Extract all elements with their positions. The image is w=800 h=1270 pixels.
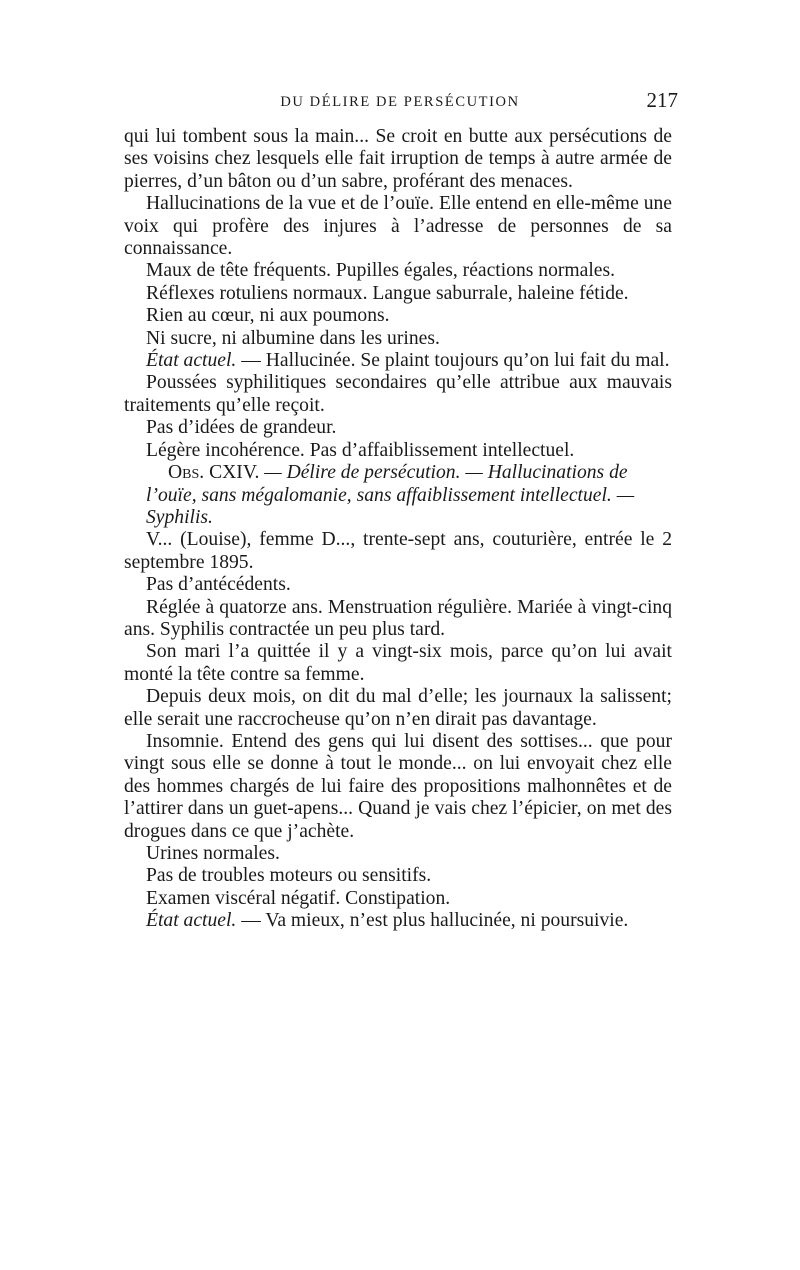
paragraph: Urines normales. (146, 843, 280, 864)
paragraph: Réglée à quatorze ans. Menstruation régulière. Mariée à vingt-cinq ans. Syphilis contractée un peu plus tard. (124, 596, 672, 640)
paragraph: Pas d’idées de grandeur. (146, 417, 337, 439)
body-text (124, 126, 672, 933)
observation-heading (124, 462, 672, 529)
paragraph: qui lui tombent sous la main... Se croit en butte aux persécutions de ses voisins chez lesquels elle fait irruption de temps à autre armée de pierres, d’un bâton ou d’un sabre, proférant des menaces. (124, 126, 672, 192)
page-number: 217 (646, 88, 678, 112)
observation-number: Obs. CXIV. (168, 462, 260, 484)
paragraph: Hallucinations de la vue et de l’ouïe. Elle entend en elle-même une voix qui profère des injures à l’adresse de personnes de sa connaissance. (124, 193, 672, 260)
page-header (122, 88, 678, 118)
paragraph: Pas d’antécédents. (146, 574, 291, 596)
paragraph: Pas de troubles moteurs ou sensitifs. (146, 865, 432, 887)
paragraph: Depuis deux mois, on dit du mal d’elle; les journaux la salissent; elle serait une raccrocheuse qu’on n’en dirait pas davantage. (124, 686, 672, 730)
etat-actuel-text: — Va mieux, n’est plus hallucinée, ni poursuivie. (236, 910, 629, 932)
paragraph: Insomnie. Entend des gens qui lui disent des sottises... que pour vingt sous elle se donne à tout le monde... on lui envoyait chez elle des hommes chargés de lui faire des propositions malhonnêtes et de l’attirer dans un guet-apens... Quand je vais chez l’épicier, on met des drogues dans ce que j’achète. (124, 730, 672, 842)
paragraph: V... (Louise), femme D..., trente-sept ans, couturière, entrée le 2 septembre 1895. (124, 529, 672, 573)
observation-title: — Délire de persécution. — Hallucinations de l’ouïe, sans mégalomanie, sans affaiblissement intellectuel. — Syphilis. (146, 462, 635, 528)
running-title: DU DÉLIRE DE PERSÉCUTION (280, 94, 520, 110)
paragraph: Réflexes rotuliens normaux. Langue saburrale, haleine fétide. (146, 282, 629, 304)
paragraph: Examen viscéral négatif. Constipation. (146, 887, 451, 909)
etat-actuel-text: — Hallucinée. Se plaint toujours qu’on lui fait du mal. (236, 350, 670, 372)
paragraph: Poussées syphilitiques secondaires qu’elle attribue aux mauvais traitements qu’elle reçoit. (124, 372, 672, 416)
etat-actuel-paragraph (124, 910, 672, 932)
etat-actuel-label: État actuel. (146, 350, 237, 372)
paragraph: Son mari l’a quittée il y a vingt-six mois, parce qu’on lui avait monté la tête contre sa femme. (124, 641, 672, 685)
paragraph: Ni sucre, ni albumine dans les urines. (146, 327, 440, 349)
paragraph: Maux de tête fréquents. Pupilles égales, réactions normales. (146, 260, 616, 282)
etat-actuel-paragraph (124, 350, 672, 372)
paragraph: Légère incohérence. Pas d’affaiblissement intellectuel. (146, 439, 575, 461)
paragraph: Rien au cœur, ni aux poumons. (146, 305, 390, 327)
etat-actuel-label: État actuel. (146, 910, 237, 932)
